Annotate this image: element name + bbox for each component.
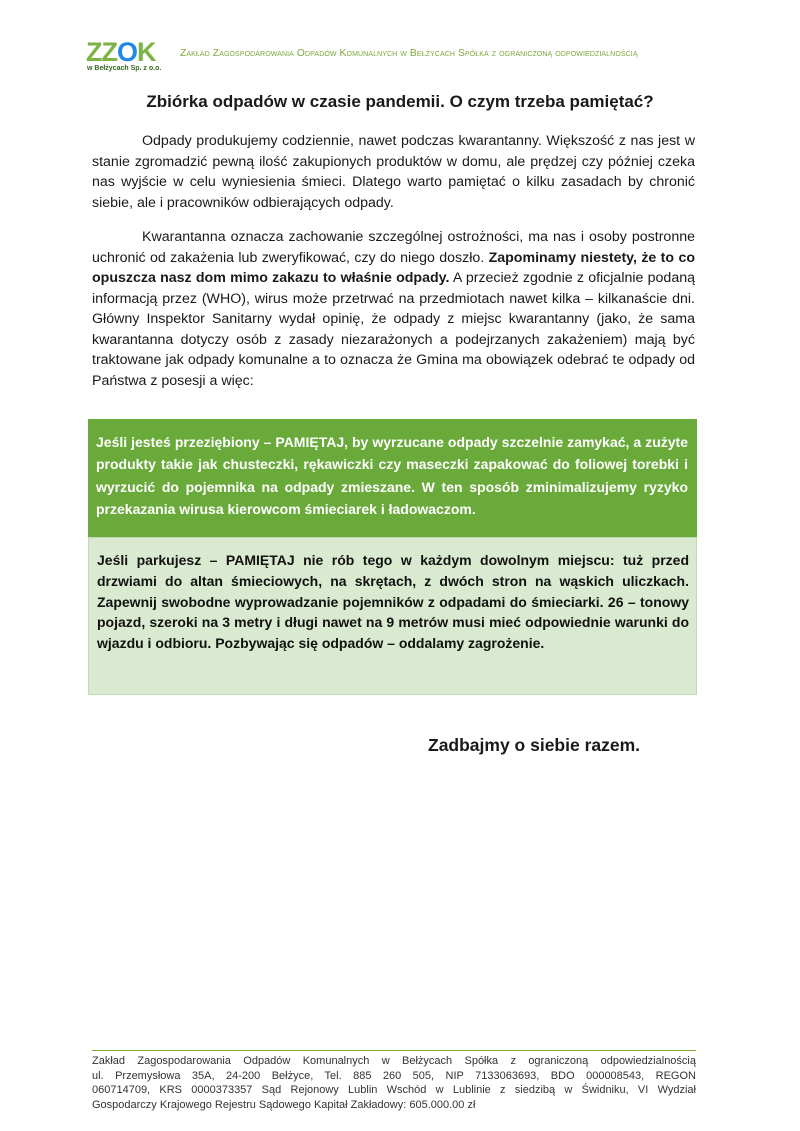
closing-line: Zadbajmy o siebie razem. bbox=[428, 735, 641, 755]
quarantine-bold: Zapominamy niestety, że to co opuszcza nasz dom mimo zakazu to właśnie odpady. bbox=[92, 249, 695, 286]
quarantine-text-1: Kwarantanna oznacza zachowanie szczególnej ostrożności, ma nas i osoby postronne uchronić od zakażenia lub zweryfikować, czy do niego doszło. bbox=[92, 229, 695, 266]
parking-notice-box bbox=[88, 537, 697, 695]
footer-line-1: Zakład Zagospodarowania Odpadów Komunalnych w Bełżycach Spółka z ograniczoną odpowiedzialnością bbox=[92, 1055, 696, 1067]
quarantine-text-2: A przecież zgodnie z oficjalnie podaną informacją przez (WHO), wirus może przetrwać na przedmiotach nawet kilka – kilkanaście dni. Główny Inspektor Sanitarny wydał opinię, że odpady z miejsc kwarantanny (jako, że sama kwarantanna dotyczy osób z zasady niezarażonych a podejrzanych zakażeniem) mają być traktowane jak odpady komunalne a to oznacza że Gmina ma obowiązek odebrać te odpady od Państwa z posesji a więc: bbox=[92, 270, 695, 389]
cold-notice-box bbox=[88, 419, 697, 537]
parking-notice-text: Jeśli parkujesz – PAMIĘTAJ nie rób tego w każdym dowolnym miejscu: tuż przed drzwiami do altan śmieciowych, na skrętach, z dwóch stron na wąskich uliczkach. Zapewnij swobodne wyprowadzanie pojemników z odpadami do śmieciarki. 26 – tonowy pojazd, szeroki na 3 metry i długi nawet na 9 metrów musi mieć odpowiednie warunki do wjazdu i odbioru. Pozbywając się odpadów – oddalamy zagrożenie. bbox=[97, 552, 689, 652]
company-name-header: Zakład Zagospodarowania Odpadów Komunalnych w Bełżycach Spółka z ograniczoną odpowiedzialnością bbox=[180, 48, 638, 59]
zzok-logo bbox=[86, 38, 176, 78]
document-title: Zbiórka odpadów w czasie pandemii. O czym trzeba pamiętać? bbox=[146, 92, 654, 111]
logo-mark: ZZOK bbox=[86, 37, 156, 67]
logo-subtitle: w Bełżycach Sp. z o.o. bbox=[87, 65, 162, 72]
cold-notice-text: Jeśli jesteś przeziębiony – PAMIĘTAJ, by wyrzucane odpady szczelnie zamykać, a zużyte produkty takie jak chusteczki, rękawiczki czy maseczki zapakować do foliowej torebki i wyrzucić do pojemnika na odpady zmieszane. W ten sposób zminimalizujemy ryzyko przekazania wirusa kierowcom śmieciarek i ładowaczom. bbox=[96, 434, 688, 517]
quarantine-paragraph bbox=[92, 227, 695, 391]
footer-line-3: 060714709, KRS 0000373357 Sąd Rejonowy Lublin Wschód w Lublinie z siedzibą w Świdniku, VI Wydział bbox=[92, 1084, 696, 1096]
intro-paragraph bbox=[92, 131, 695, 213]
footer-line-4: Gospodarczy Krajowego Rejestru Sądowego Kapitał Zakładowy: 605.000.00 zł bbox=[92, 1098, 476, 1111]
footer-divider bbox=[92, 1050, 696, 1051]
page-header bbox=[86, 38, 726, 78]
page-footer bbox=[92, 1054, 696, 1112]
footer-line-2: ul. Przemysłowa 35A, 24-200 Bełżyce, Tel. 885 260 505, NIP 7133063693, BDO 000008543, REGON bbox=[92, 1069, 696, 1082]
intro-text: Odpady produkujemy codziennie, nawet podczas kwarantanny. Większość z nas jest w stanie zgromadzić pewną ilość zakupionych produktów w domu, ale prędzej czy później czeka nas wyjście w celu wyniesienia śmieci. Dlatego warto pamiętać o kilku zasadach by chronić siebie, ale i pracowników odbierających odpady. bbox=[92, 133, 695, 211]
